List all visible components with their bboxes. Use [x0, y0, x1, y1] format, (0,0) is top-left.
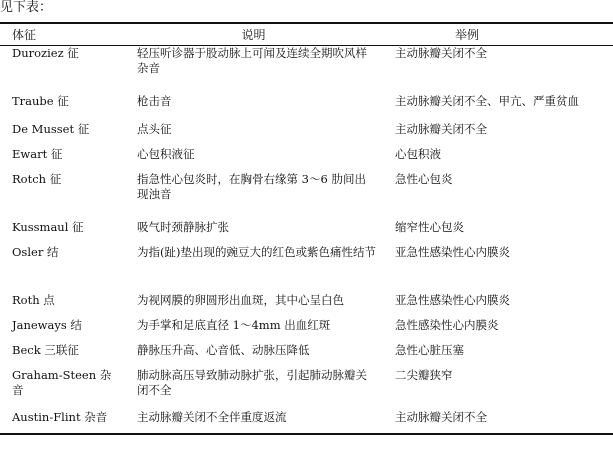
table-row: [0, 343, 613, 368]
table-row: [0, 410, 613, 434]
table-row: [0, 172, 613, 220]
table-row: [0, 245, 613, 293]
cell-example: 二尖瓣狭窄: [395, 367, 453, 382]
cell-description: 点头征: [137, 121, 172, 136]
cell-description: 指急性心包炎时，在胸骨右缘第 3～6 肋间出现浊音: [137, 171, 366, 201]
header-sign: 体征: [12, 28, 37, 42]
cell-description: 为视网膜的卵圆形出血斑，其中心呈白色: [137, 292, 344, 307]
cell-example: 缩窄性心包炎: [395, 219, 464, 234]
cell-sign: Traube 征: [12, 93, 69, 108]
cell-example: 亚急性感染性心内膜炎: [395, 292, 510, 307]
cell-sign: Kussmaul 征: [12, 219, 84, 234]
table-row: [0, 94, 613, 122]
cell-sign: Beck 三联征: [12, 342, 79, 357]
table-body: [0, 46, 613, 434]
cell-description: 静脉压升高、心音低、动脉压降低: [137, 342, 310, 357]
cell-example: 急性心脏压塞: [395, 342, 464, 357]
table-row: [0, 220, 613, 245]
caption-text: 见下表：: [0, 0, 53, 15]
cell-example: 亚急性感染性心内膜炎: [395, 244, 510, 259]
cell-example: 主动脉瓣关闭不全: [395, 46, 487, 60]
cell-sign: Ewart 征: [12, 146, 63, 161]
table-header: [0, 23, 613, 46]
cell-description: 枪击音: [137, 93, 172, 108]
table-row: [0, 318, 613, 343]
cell-sign: Austin-Flint 杂音: [12, 409, 108, 424]
table-row: [0, 147, 613, 172]
cell-sign: Roth 点: [12, 292, 55, 307]
table-header-row: [0, 23, 613, 46]
table-row: [0, 293, 613, 318]
cell-sign: De Musset 征: [12, 121, 90, 136]
cell-description: 为指(趾)垫出现的豌豆大的红色或紫色痛性结节: [137, 244, 376, 259]
cell-sign: Janeways 结: [12, 317, 82, 332]
cell-description: 为手掌和足底直径 1～4mm 出血红斑: [137, 317, 331, 332]
cell-example: 急性心包炎: [395, 171, 453, 186]
cell-example: 急性感染性心内膜炎: [395, 317, 499, 332]
cell-description: 心包积液征: [137, 146, 195, 161]
physical-signs-table: [0, 22, 613, 435]
cell-description: 吸气时颈静脉扩张: [137, 219, 229, 234]
cell-example: 心包积液: [395, 146, 441, 161]
header-description: 说明: [241, 28, 266, 42]
cell-sign: Osler 结: [12, 244, 59, 259]
cell-sign: Graham-Steen 杂音: [12, 367, 112, 397]
table-row: [0, 122, 613, 147]
cell-description: 主动脉瓣关闭不全伴重度返流: [137, 409, 287, 424]
header-example: 举例: [455, 28, 480, 42]
cell-sign: Rotch 征: [12, 171, 62, 186]
table-row: [0, 368, 613, 410]
cell-example: 主动脉瓣关闭不全: [395, 121, 487, 136]
cell-description: 肺动脉高压导致肺动脉扩张，引起肺动脉瓣关闭不全: [137, 367, 367, 397]
cell-sign: Duroziez 征: [12, 46, 79, 60]
cell-example: 主动脉瓣关闭不全、甲亢、严重贫血: [395, 93, 579, 108]
table-row: [0, 46, 613, 94]
cell-description: 轻压听诊器于股动脉上可闻及连续全期吹风样杂音: [137, 46, 367, 75]
cell-example: 主动脉瓣关闭不全: [395, 409, 487, 424]
